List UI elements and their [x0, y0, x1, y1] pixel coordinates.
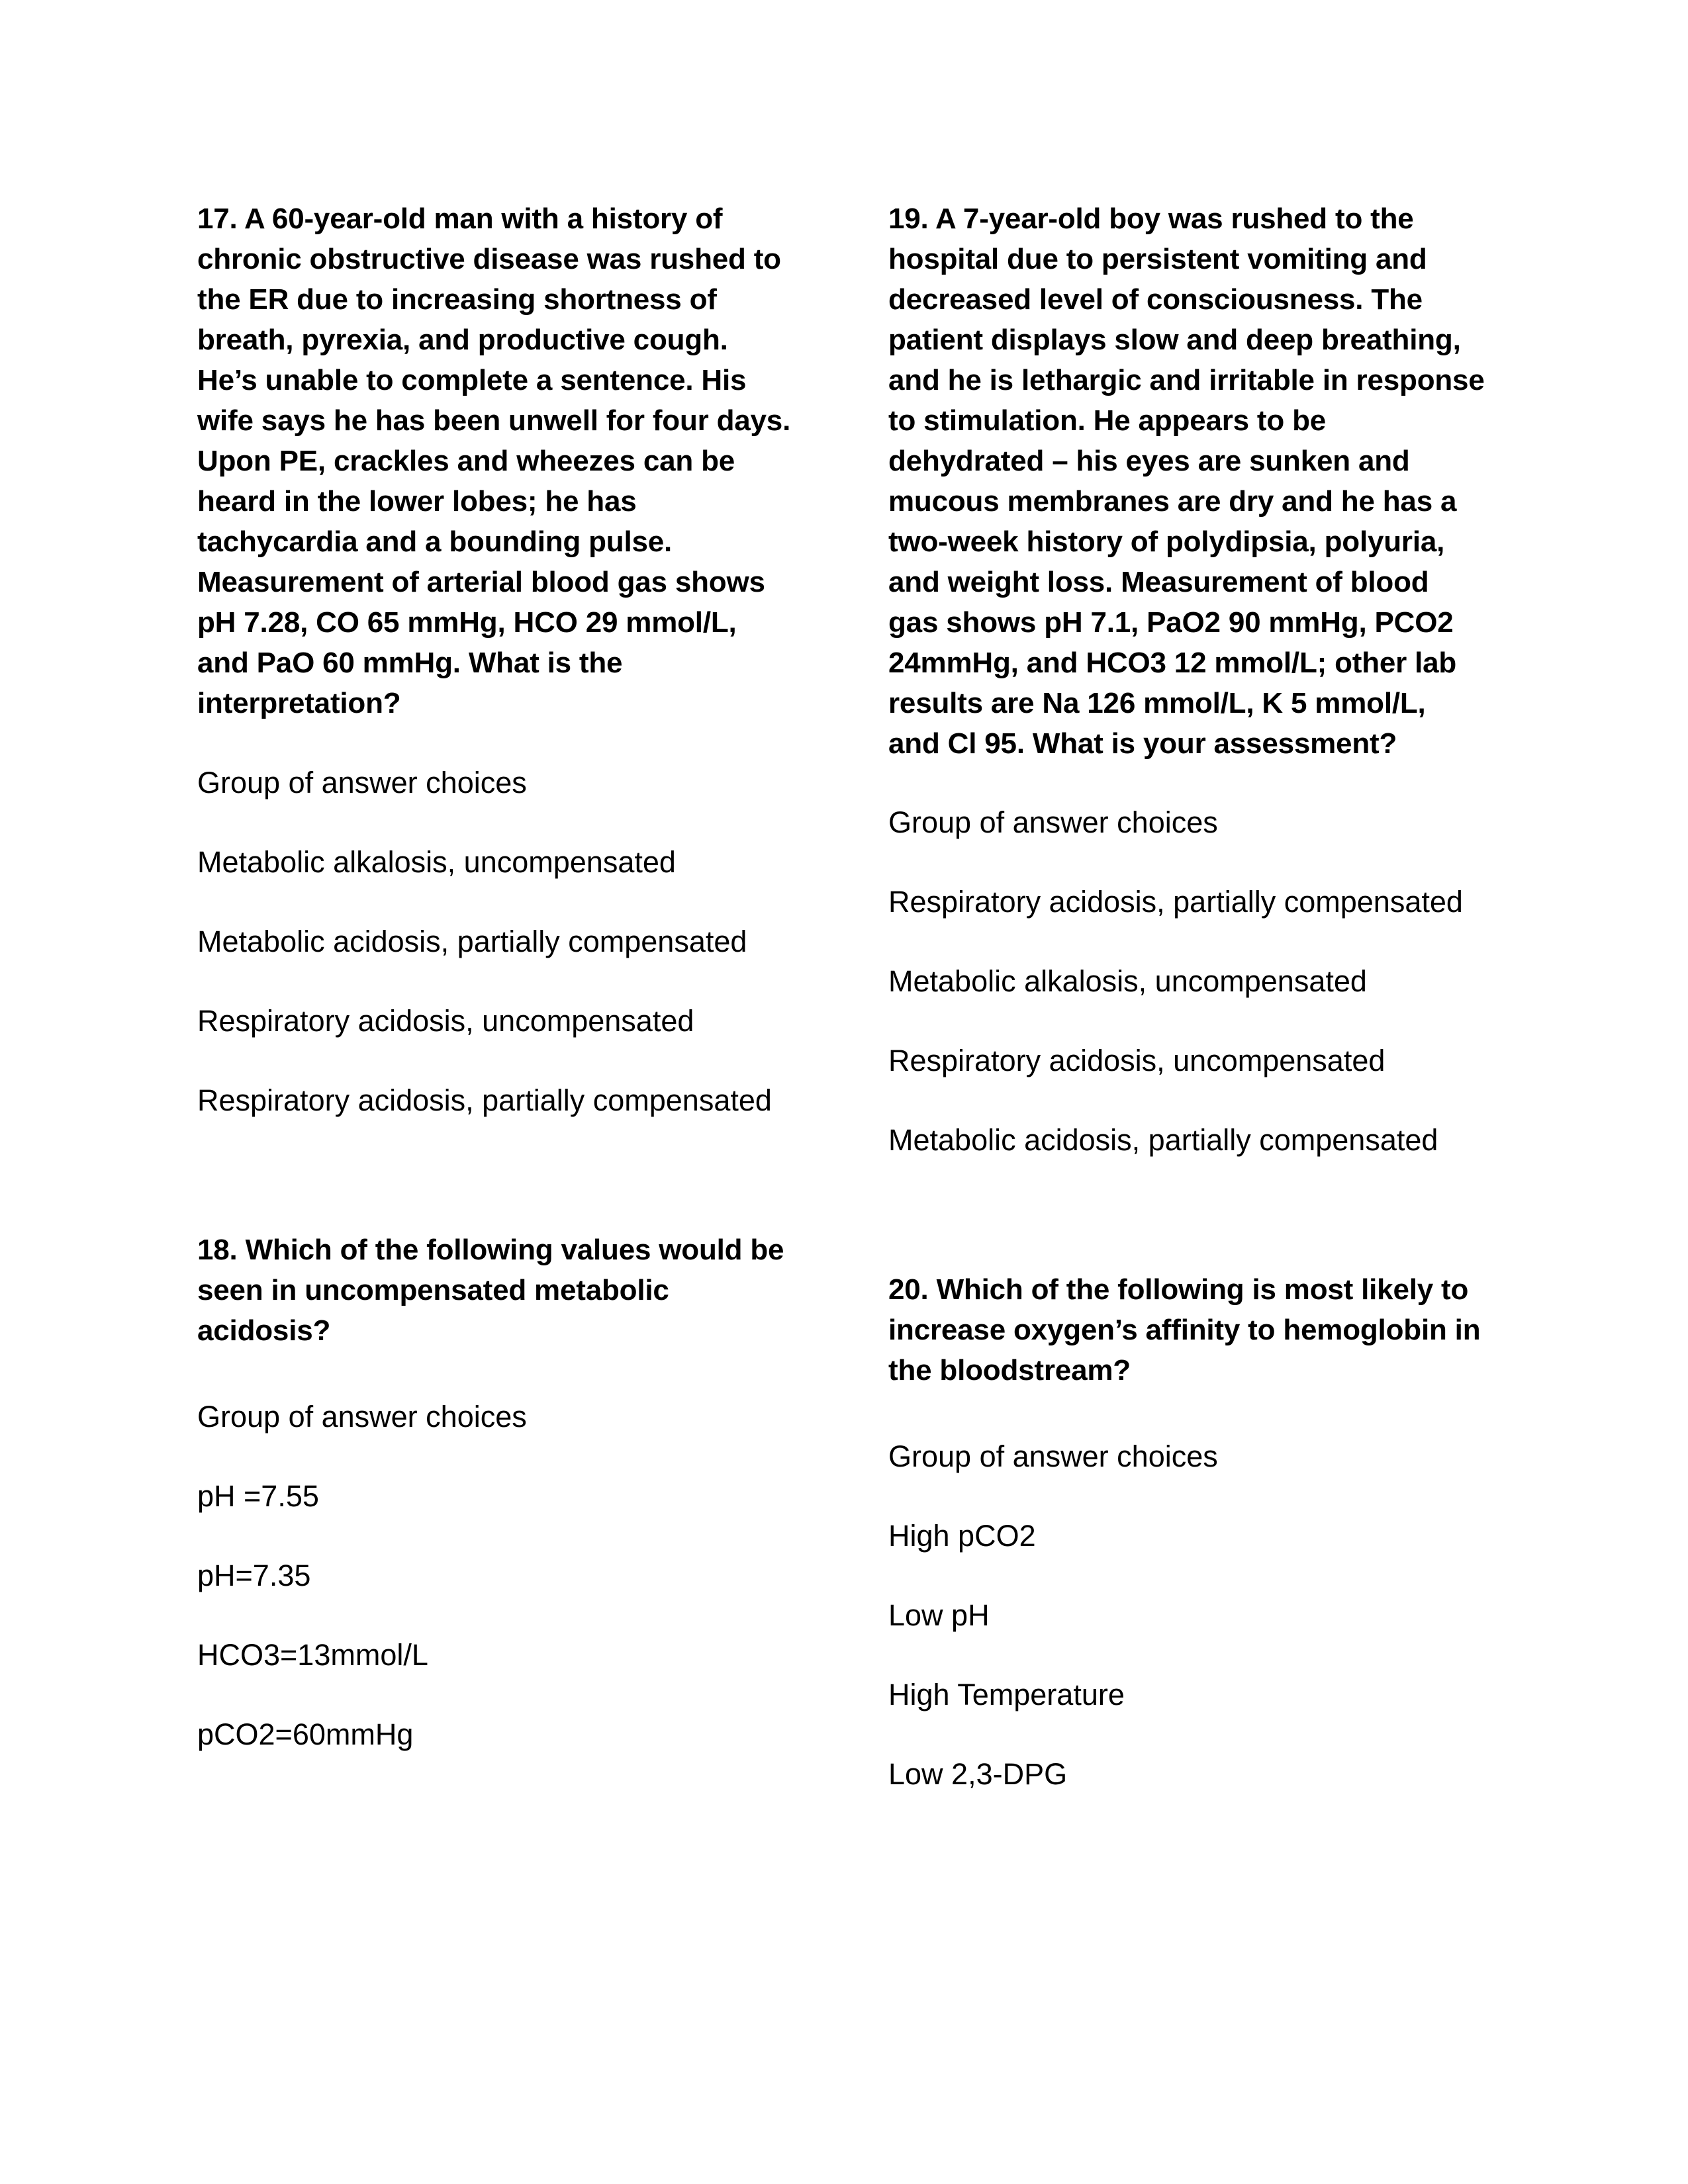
- question-17-line: pH 7.28, CO 65 mmHg, HCO 29 mmol/L,: [197, 606, 737, 639]
- question-17-choice[interactable]: Metabolic alkalosis, uncompensated: [197, 845, 676, 879]
- question-17-group-label: Group of answer choices: [197, 766, 527, 799]
- question-17-line: chronic obstructive disease was rushed to: [197, 243, 781, 275]
- question-20-choice[interactable]: High Temperature: [888, 1678, 1125, 1711]
- question-19-line: and weight loss. Measurement of blood: [888, 566, 1429, 598]
- question-19-choice[interactable]: Metabolic alkalosis, uncompensated: [888, 964, 1367, 998]
- question-18-line: 18. Which of the following values would be: [197, 1234, 784, 1266]
- question-18-choice[interactable]: pH=7.35: [197, 1559, 311, 1592]
- question-19-line: patient displays slow and deep breathing,: [888, 324, 1461, 356]
- question-17-line: interpretation?: [197, 687, 401, 719]
- question-20-line: increase oxygen’s affinity to hemoglobin in: [888, 1314, 1481, 1346]
- question-20: [888, 1269, 1517, 1791]
- question-17-line: breath, pyrexia, and productive cough.: [197, 324, 728, 356]
- question-19-line: 19. A 7-year-old boy was rushed to the: [888, 203, 1414, 235]
- question-19-line: results are Na 126 mmol/L, K 5 mmol/L,: [888, 687, 1426, 719]
- question-18-line: acidosis?: [197, 1314, 331, 1347]
- question-19-choice[interactable]: Respiratory acidosis, partially compensated: [888, 885, 1463, 919]
- question-17-choice[interactable]: Respiratory acidosis, uncompensated: [197, 1004, 694, 1038]
- question-17-line: the ER due to increasing shortness of: [197, 283, 717, 316]
- question-19-line: two-week history of polydipsia, polyuria,: [888, 525, 1445, 558]
- question-19-line: decreased level of consciousness. The: [888, 283, 1423, 316]
- question-20-line: 20. Which of the following is most likely to: [888, 1273, 1469, 1306]
- question-17-line: Measurement of arterial blood gas shows: [197, 566, 765, 598]
- question-17-line: He’s unable to complete a sentence. His: [197, 364, 747, 396]
- question-18-group-label: Group of answer choices: [197, 1400, 527, 1433]
- question-17-choice[interactable]: Respiratory acidosis, partially compensated: [197, 1083, 772, 1117]
- question-17-line: and PaO 60 mmHg. What is the: [197, 647, 623, 679]
- question-19-line: gas shows pH 7.1, PaO2 90 mmHg, PCO2: [888, 606, 1454, 639]
- question-17-line: Upon PE, crackles and wheezes can be: [197, 445, 735, 477]
- question-19-line: and he is lethargic and irritable in response: [888, 364, 1485, 396]
- question-17-text: [197, 199, 826, 723]
- question-19-line: to stimulation. He appears to be: [888, 404, 1327, 437]
- question-17-line: 17. A 60-year-old man with a history of: [197, 203, 723, 235]
- question-19-text: [888, 199, 1517, 764]
- question-19-choice[interactable]: Metabolic acidosis, partially compensated: [888, 1123, 1438, 1157]
- question-18-text: [197, 1230, 826, 1351]
- question-17-line: heard in the lower lobes; he has: [197, 485, 637, 518]
- question-18-choice[interactable]: pCO2=60mmHg: [197, 1717, 414, 1751]
- question-20-choice[interactable]: High pCO2: [888, 1519, 1036, 1553]
- question-19-line: and Cl 95. What is your assessment?: [888, 727, 1397, 760]
- question-17-line: wife says he has been unwell for four days.: [197, 404, 791, 437]
- question-20-group-label: Group of answer choices: [888, 1439, 1218, 1473]
- question-20-choice[interactable]: Low 2,3-DPG: [888, 1757, 1068, 1791]
- question-17: [197, 199, 826, 1117]
- question-19-line: mucous membranes are dry and he has a: [888, 485, 1457, 518]
- question-18: [197, 1230, 826, 1751]
- question-19-group-label: Group of answer choices: [888, 805, 1218, 839]
- question-20-choice[interactable]: Low pH: [888, 1598, 990, 1632]
- question-19-line: 24mmHg, and HCO3 12 mmol/L; other lab: [888, 647, 1457, 679]
- question-19: [888, 199, 1517, 1157]
- question-19-line: hospital due to persistent vomiting and: [888, 243, 1427, 275]
- question-20-line: the bloodstream?: [888, 1354, 1131, 1387]
- question-17-line: tachycardia and a bounding pulse.: [197, 525, 673, 558]
- question-18-choice[interactable]: HCO3=13mmol/L: [197, 1638, 428, 1672]
- question-18-line: seen in uncompensated metabolic: [197, 1274, 669, 1306]
- question-19-line: dehydrated – his eyes are sunken and: [888, 445, 1410, 477]
- question-17-choice[interactable]: Metabolic acidosis, partially compensated: [197, 925, 747, 958]
- question-18-choice[interactable]: pH =7.55: [197, 1479, 319, 1513]
- question-20-text: [888, 1269, 1517, 1390]
- question-19-choice[interactable]: Respiratory acidosis, uncompensated: [888, 1044, 1385, 1077]
